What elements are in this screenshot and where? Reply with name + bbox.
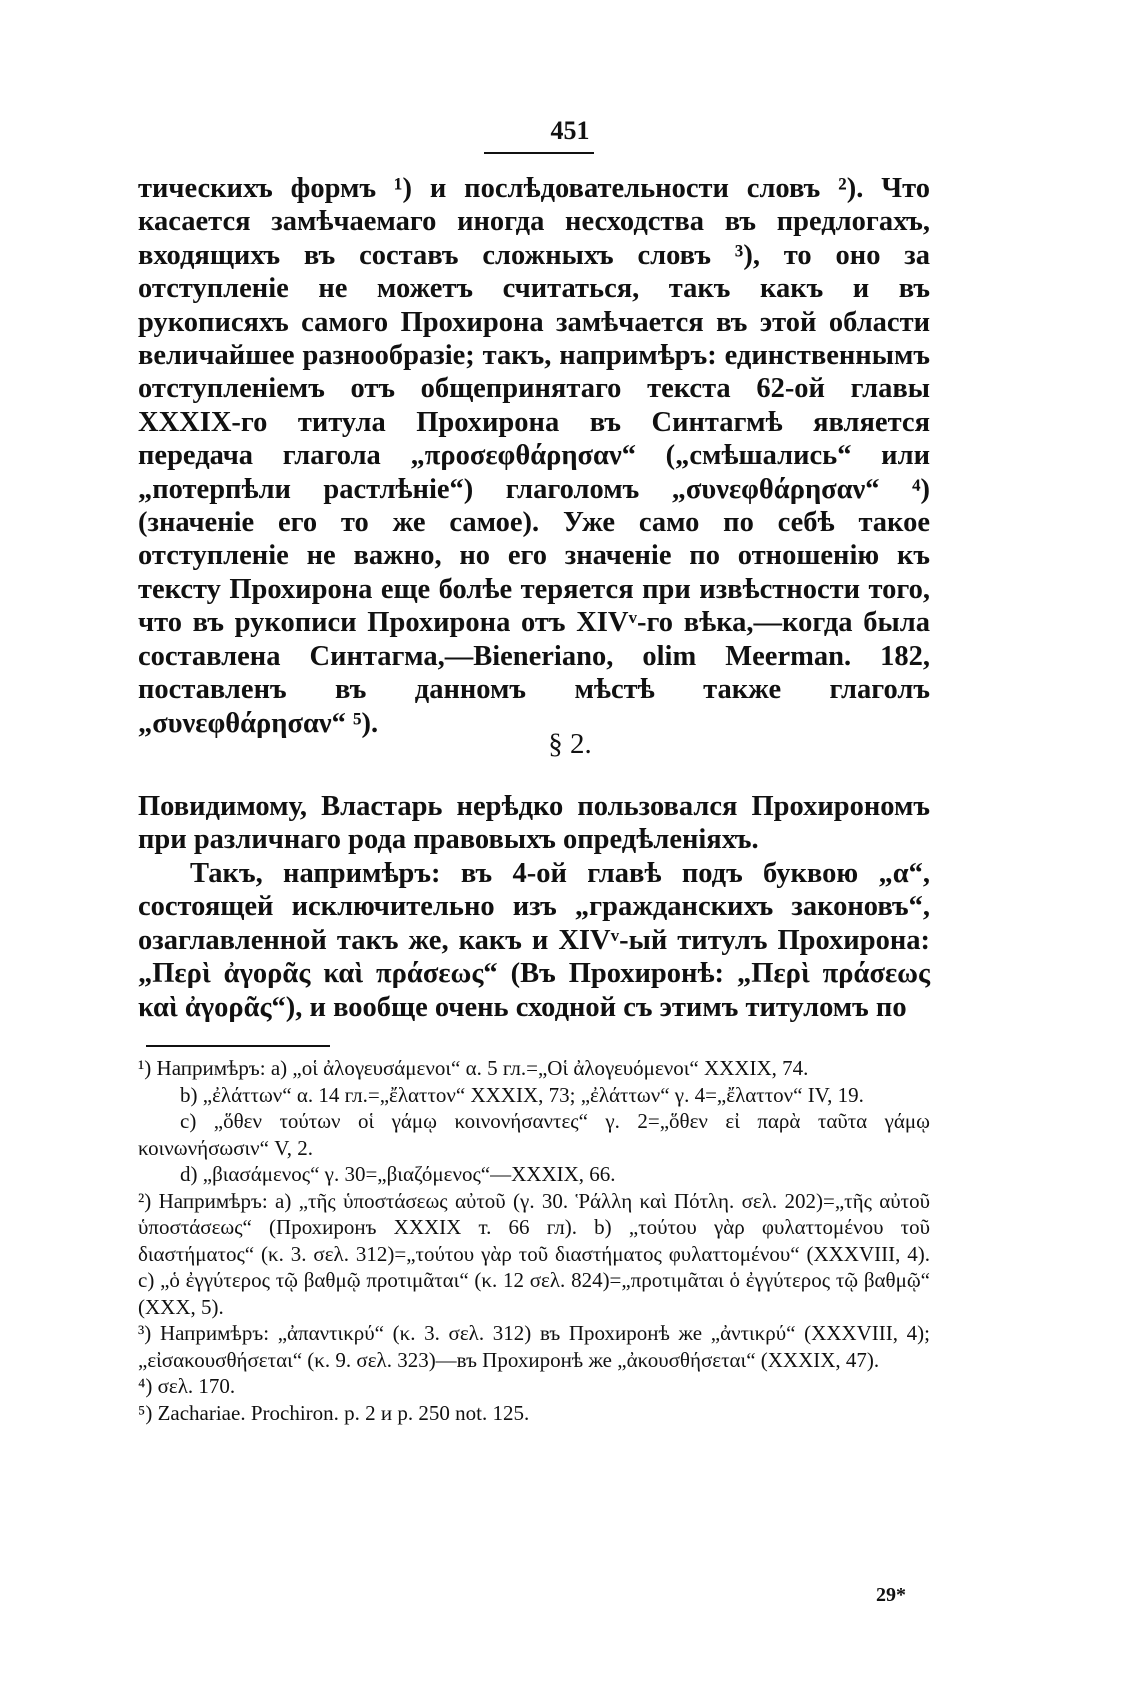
footnote-4: ⁴) σελ. 170. xyxy=(138,1374,236,1398)
footnote-3: ³) Напримѣръ: „ἀπαντικρύ“ (κ. 3. σελ. 312) въ Прохиронѣ же „ἀντικρύ“ (XXXVIII, 4); „εἰσακουσθήσεται“ (κ. 9. σελ. 323)—въ Прохиронѣ же „ἀκουσθήσεται“ (XXXIX, 47). xyxy=(138,1321,930,1372)
page-number-rule xyxy=(484,152,594,154)
footnote-1b: b) „ἐλάττων“ α. 14 гл.=„ἔλαττον“ XXXIX, 73; „ἐλάττων“ γ. 4=„ἔλαττον“ IV, 19. xyxy=(180,1082,864,1107)
footnote-rule xyxy=(146,1045,330,1047)
footnotes xyxy=(138,1055,930,1426)
page-number: 451 xyxy=(550,116,590,145)
body-paragraph-1: тическихъ формъ ¹) и послѣдовательности словъ ²). Что касается замѣчаемаго иногда несходства въ предлогахъ, входящихъ въ составъ сложныхъ словъ ³), то оно за отступленіе не можетъ считаться, такъ какъ и въ рукописяхъ самого Прохирона замѣчается въ этой области величайшее разнообразіе; такъ, напримѣръ: единственнымъ отступленіемъ отъ общепринятаго текста 62-ой главы XXXIX-го титула Прохирона въ Синтагмѣ является передача глагола „προσεφθάρησαν“ („смѣшались“ или „потерпѣли растлѣніе“) глаголомъ „συνεφθάρησαν“ ⁴) (значеніе его то же самое). Уже само по себѣ такое отступленіе не важно, но его значеніе по отношенію къ тексту Прохирона еще болѣе теряется при извѣстности того, что въ рукописи Прохирона отъ XIVᵛ-го вѣка,—когда была составлена Синтагма,—Bieneriano, olim Meerman. 182, поставленъ въ данномъ мѣстѣ также глаголъ „συνεφθάρησαν“ ⁵). xyxy=(138,173,930,739)
body-paragraph-2: Повидимому, Властарь нерѣдко пользовался Прохирономъ при различнаго рода правовыхъ опредѣленіяхъ. xyxy=(138,791,930,856)
footnote-1d: d) „βιασάμενος“ γ. 30=„βιαζόμενος“—XXXIX, 66. xyxy=(180,1162,616,1186)
signature-mark: 29* xyxy=(876,1584,906,1606)
footnote-1c: c) „ὅθεν τούτων οἱ γάμῳ κοινονήσαντες“ γ. 2=„ὅθεν εἰ παρὰ ταῦτα γάμῳ κοινωνήσωσιν“ V, 2. xyxy=(138,1109,930,1160)
footnote-5: ⁵) Zachariae. Prochiron. p. 2 и p. 250 not. 125. xyxy=(138,1400,530,1425)
footnote-1: ¹) Напримѣръ: a) „οἱ ἀλογευσάμενοι“ α. 5 гл.=„Οἱ ἀλογευόμενοι“ XXXIX, 74. xyxy=(138,1056,809,1080)
body-paragraph-3: Такъ, напримѣръ: въ 4-ой главѣ подъ буквою „α“, состоящей исключительно изъ „гражданскихъ законовъ“, озаглавленной такъ же, какъ и XIVᵛ-ый титулъ Прохирона: „Περὶ ἀγορᾶς καὶ πράσεως“ (Въ Прохиронѣ: „Περὶ πράσεως καὶ ἀγορᾶς“), и вообще очень сходной съ этимъ титуломъ по xyxy=(138,858,930,1023)
footnote-2: ²) Напримѣръ: a) „τῆς ὑποστάσεως αὐτοῦ (γ. 30. Ῥάλλη καὶ Πότλη. σελ. 202)=„τῆς αὐτοῦ ὑποστάσεως“ (Прохиронъ XXXIX т. 66 гл). b) „τούτου γὰρ φυλαττομένου τοῦ διαστήματος“ (κ. 3. σελ. 312)=„τούτου γὰρ τοῦ διαστήματος φυλαττομένου“ (XXXVIII, 4). c) „ὁ ἐγγύτερος τῷ βαθμῷ προτιμᾶται“ (κ. 12 σελ. 824)=„προτιμᾶται ὁ ἐγγύτερος τῷ βαθμῷ“ (XXX, 5). xyxy=(138,1188,930,1319)
section-heading: § 2. xyxy=(548,728,592,760)
